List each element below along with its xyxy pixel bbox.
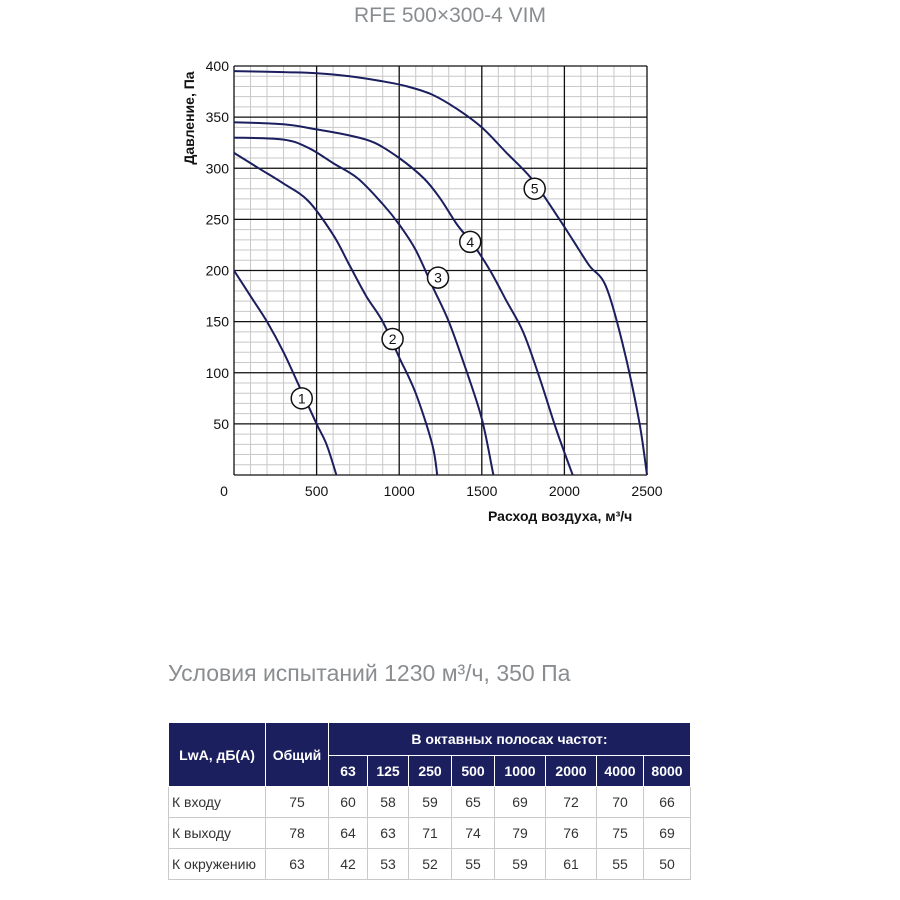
y-tick-label: 50 — [213, 415, 229, 432]
row-label: К окружению — [169, 849, 266, 880]
table-cell: 69 — [495, 787, 546, 818]
frequency-header: 125 — [368, 756, 409, 787]
table-cell: 75 — [597, 818, 644, 849]
noise-table-body — [169, 787, 691, 880]
frequency-header: 500 — [452, 756, 495, 787]
table-cell: 63 — [368, 818, 409, 849]
header-octave-bands: В октавных полосах частот: — [329, 723, 691, 756]
table-cell: 65 — [452, 787, 495, 818]
table-cell: 55 — [452, 849, 495, 880]
curve-marker-label-4: 4 — [466, 233, 475, 250]
curve-marker-label-3: 3 — [434, 269, 442, 286]
table-cell: 66 — [644, 787, 691, 818]
table-cell: 50 — [644, 849, 691, 880]
y-tick-label: 150 — [205, 313, 229, 330]
table-cell: 59 — [409, 787, 452, 818]
table-row — [169, 787, 691, 818]
chart-title: RFE 500×300-4 VIM — [353, 4, 546, 27]
frequency-header: 4000 — [597, 756, 644, 787]
frequency-header: 250 — [409, 756, 452, 787]
table-cell: 55 — [597, 849, 644, 880]
x-axis-label: Расход воздуха, м³/ч — [488, 508, 633, 524]
table-cell: 76 — [546, 818, 597, 849]
y-tick-label: 250 — [205, 211, 229, 228]
row-total: 78 — [266, 818, 329, 849]
x-tick-label: 1500 — [466, 483, 498, 499]
table-cell: 70 — [597, 787, 644, 818]
header-total: Общий — [266, 723, 329, 787]
y-tick-label: 200 — [205, 262, 229, 279]
table-cell: 72 — [546, 787, 597, 818]
curve-marker-label-5: 5 — [530, 180, 539, 197]
table-cell: 53 — [368, 849, 409, 880]
row-total: 75 — [266, 787, 329, 818]
table-cell: 60 — [329, 787, 368, 818]
test-conditions-title: Условия испытаний 1230 м³/ч, 350 Па — [168, 660, 571, 686]
table-cell: 79 — [495, 818, 546, 849]
header-lwa: LwA, дБ(А) — [169, 723, 266, 787]
performance-curve-4 — [234, 122, 573, 475]
row-label: К выходу — [169, 818, 266, 849]
row-label: К входу — [169, 787, 266, 818]
table-cell: 69 — [644, 818, 691, 849]
table-row — [169, 818, 691, 849]
curve-marker-label-1: 1 — [297, 390, 306, 407]
y-tick-label: 400 — [205, 58, 229, 74]
table-cell: 59 — [495, 849, 546, 880]
y-tick-label: 350 — [205, 109, 229, 126]
table-cell: 52 — [409, 849, 452, 880]
row-total: 63 — [266, 849, 329, 880]
x-tick-label: 2000 — [548, 483, 580, 499]
curve-marker-label-2: 2 — [388, 331, 397, 348]
performance-curve-2 — [234, 153, 437, 475]
curve-markers — [291, 178, 545, 409]
y-axis-label: Давление, Па — [181, 71, 197, 165]
table-cell: 58 — [368, 787, 409, 818]
table-cell: 42 — [329, 849, 368, 880]
table-cell: 74 — [452, 818, 495, 849]
table-cell: 61 — [546, 849, 597, 880]
table-row — [169, 849, 691, 880]
x-tick-label: 0 — [220, 483, 228, 499]
frequency-header: 2000 — [546, 756, 597, 787]
table-cell: 71 — [409, 818, 452, 849]
x-tick-label: 2500 — [631, 483, 663, 499]
x-tick-label: 1000 — [383, 483, 415, 499]
frequency-header: 63 — [329, 756, 368, 787]
table-cell: 64 — [329, 818, 368, 849]
frequency-header: 1000 — [495, 756, 546, 787]
y-tick-label: 100 — [205, 364, 229, 381]
y-tick-label: 300 — [205, 160, 229, 177]
x-tick-label: 500 — [304, 483, 329, 499]
frequency-header: 8000 — [644, 756, 691, 787]
noise-level-table — [168, 722, 691, 880]
